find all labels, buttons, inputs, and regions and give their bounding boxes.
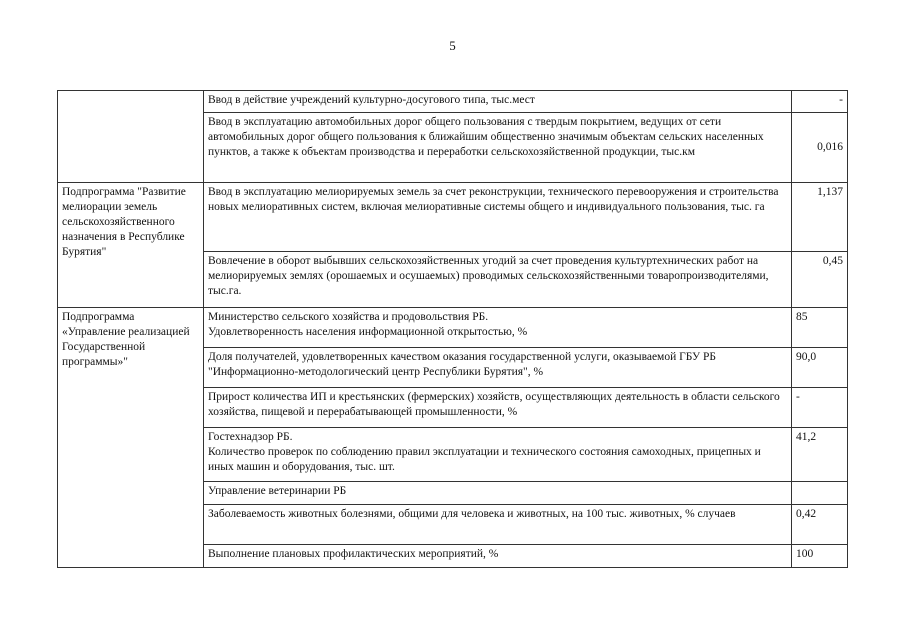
value-cell: 0,016 [792,113,848,183]
program-cell [58,91,204,183]
indicator-text: Вовлечение в оборот выбывших сельскохозяйственных угодий за счет проведения культуртехнических работ на мелиорируемых землях (орошаемых и осушаемых) проводимых сельскохозяйственными товаропроизводителями, тыс.га. [208,255,769,297]
indicator-cell [204,183,792,252]
indicator-cell [204,505,792,545]
indicator-cell [204,545,792,568]
program-cell: Подпрограмма «Управление реализацией Государственной программы»" [58,308,204,568]
value-cell: - [792,388,848,428]
value-cell: 90,0 [792,348,848,388]
indicator-text: Заболеваемость животных болезнями, общими для человека и животных, на 100 тыс. животных, % случаев [208,508,736,520]
indicator-text: Гостехнадзор РБ. [208,431,293,443]
indicator-text: Выполнение плановых профилактических мероприятий, % [208,548,499,560]
indicator-text: Министерство сельского хозяйства и продовольствия РБ. [208,311,489,323]
indicator-text: Удовлетворенность населения информационной открытостью, % [208,326,528,338]
indicator-text: Количество проверок по соблюдению правил эксплуатации и технического состояния самоходных, прицепных и иных машин и оборудования, тыс. шт. [208,446,761,473]
indicator-text: Ввод в эксплуатацию автомобильных дорог общего пользования с твердым покрытием, ведущих от сети автомобильных дорог общего пользования к ближайшим общественно значимым объектам сельских населенных пунктов, а также к объектам производства и переработки сельскохозяйственной продукции, тыс.км [208,116,764,158]
program-cell: Подпрограмма "Развитие мелиорации земель сельскохозяйственного назначения в Республике Бурятия" [58,183,204,308]
page-number: 5 [449,38,456,53]
value-cell: 100 [792,545,848,568]
indicator-cell [204,308,792,348]
indicator-cell [204,348,792,388]
value-cell [792,482,848,505]
indicator-text: Ввод в эксплуатацию мелиорируемых земель за счет реконструкции, технического перевооружения и строительства новых мелиоративных систем, включая мелиоративные системы общего и индивидуального пользования, тыс. га [208,186,779,213]
indicators-table [57,90,848,568]
value-cell: 41,2 [792,428,848,482]
indicator-cell [204,428,792,482]
indicator-text: Управление ветеринарии РБ [208,485,347,497]
indicator-text: Доля получателей, удовлетворенных качеством оказания государственной услуги, оказываемой ГБУ РБ "Информационно-методологический центр Республики Бурятия", % [208,351,716,378]
table-row [58,91,848,113]
indicator-text: Прирост количества ИП и крестьянских (фермерских) хозяйств, осуществляющих деятельность в области сельского хозяйства, пищевой и перерабатывающей промышленности, % [208,391,780,418]
indicator-cell [204,252,792,308]
value-cell: 0,45 [792,252,848,308]
indicator-cell [204,388,792,428]
table-row [58,183,848,252]
value-cell: - [792,91,848,113]
indicator-cell [204,113,792,183]
value-cell: 85 [792,308,848,348]
value-cell: 0,42 [792,505,848,545]
value-cell: 1,137 [792,183,848,252]
table-row [58,308,848,348]
indicator-text: Ввод в действие учреждений культурно-досугового типа, тыс.мест [208,94,535,106]
indicator-cell [204,482,792,505]
indicator-cell [204,91,792,113]
